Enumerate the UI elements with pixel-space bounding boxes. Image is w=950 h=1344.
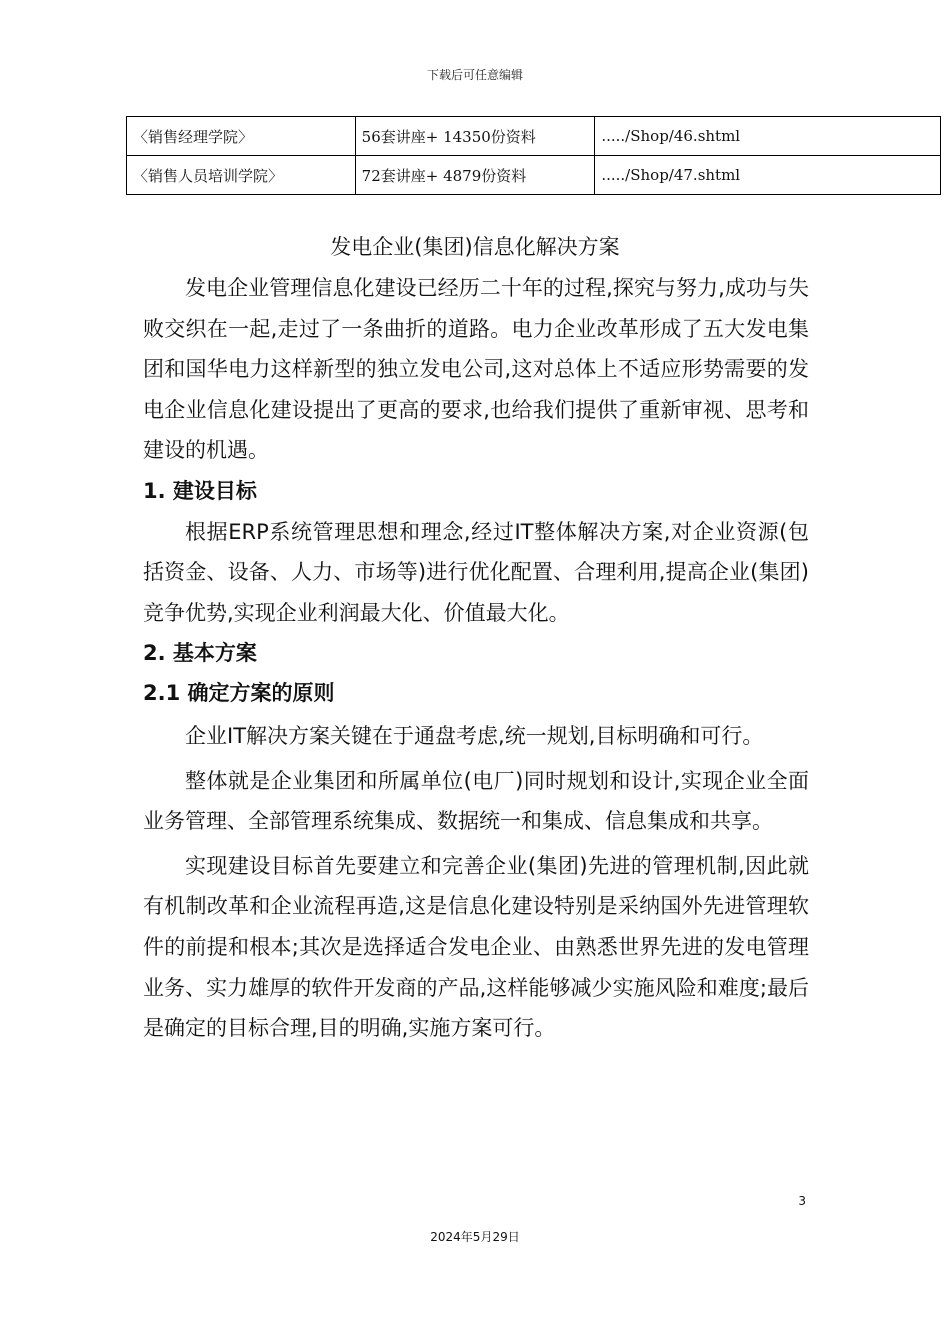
paragraph: 实现建设目标首先要建立和完善企业(集团)先进的管理机制,因此就有机制改革和企业流程再造,这是信息化建设特别是采纳国外先进管理软件的前提和根本;其次是选择适合发电企业、由熟悉世界先进的发电管理业务、实力雄厚的软件开发商的产品,这样能够减少实施风险和难度;最后是确定的目标合理,目的明确,实施方案可行。 [143,853,809,1041]
table-cell-content: 56套讲座+ 14350份资料 [355,117,595,156]
document-body [143,268,809,1049]
page-header: 下载后可任意编辑 [426,68,523,82]
table-row [127,156,941,195]
section-heading: 2. 基本方案 [143,641,257,666]
paragraph: 企业IT解决方案关键在于通盘考虑,统一规划,目标明确和可行。 [185,723,764,748]
intro-paragraph: 发电企业管理信息化建设已经历二十年的过程,探究与努力,成功与失败交织在一起,走过了一条曲折的道路。电力企业改革形成了五大发电集团和国华电力这样新型的独立发电公司,这对总体上不适应形势需要的发电企业信息化建设提出了更高的要求,也给我们提供了重新审视、思考和建设的机遇。 [143,276,809,463]
section-heading: 1. 建设目标 [143,478,257,503]
paragraph: 根据ERP系统管理思想和理念,经过IT整体解决方案,对企业资源(包括资金、设备、人力、市场等)进行优化配置、合理利用,提高企业(集团)竞争优势,实现企业利润最大化、价值最大化。 [143,519,809,625]
footer-date: 2024年5月29日 [430,1230,520,1244]
subsection-heading: 2.1 确定方案的原则 [143,680,335,705]
document-title: 发电企业(集团)信息化解决方案 [330,235,620,259]
resource-table [126,116,941,195]
table-cell-link: ...../Shop/46.shtml [595,117,941,156]
page-number: 3 [798,1194,806,1208]
paragraph: 整体就是企业集团和所属单位(电厂)同时规划和设计,实现企业全面业务管理、全部管理系统集成、数据统一和集成、信息集成和共享。 [143,768,809,834]
table-row [127,117,941,156]
table-cell-link: ...../Shop/47.shtml [595,156,941,195]
table-cell-name: 〈销售人员培训学院〉 [127,156,356,195]
table-cell-name: 〈销售经理学院〉 [127,117,356,156]
table-cell-content: 72套讲座+ 4879份资料 [355,156,595,195]
